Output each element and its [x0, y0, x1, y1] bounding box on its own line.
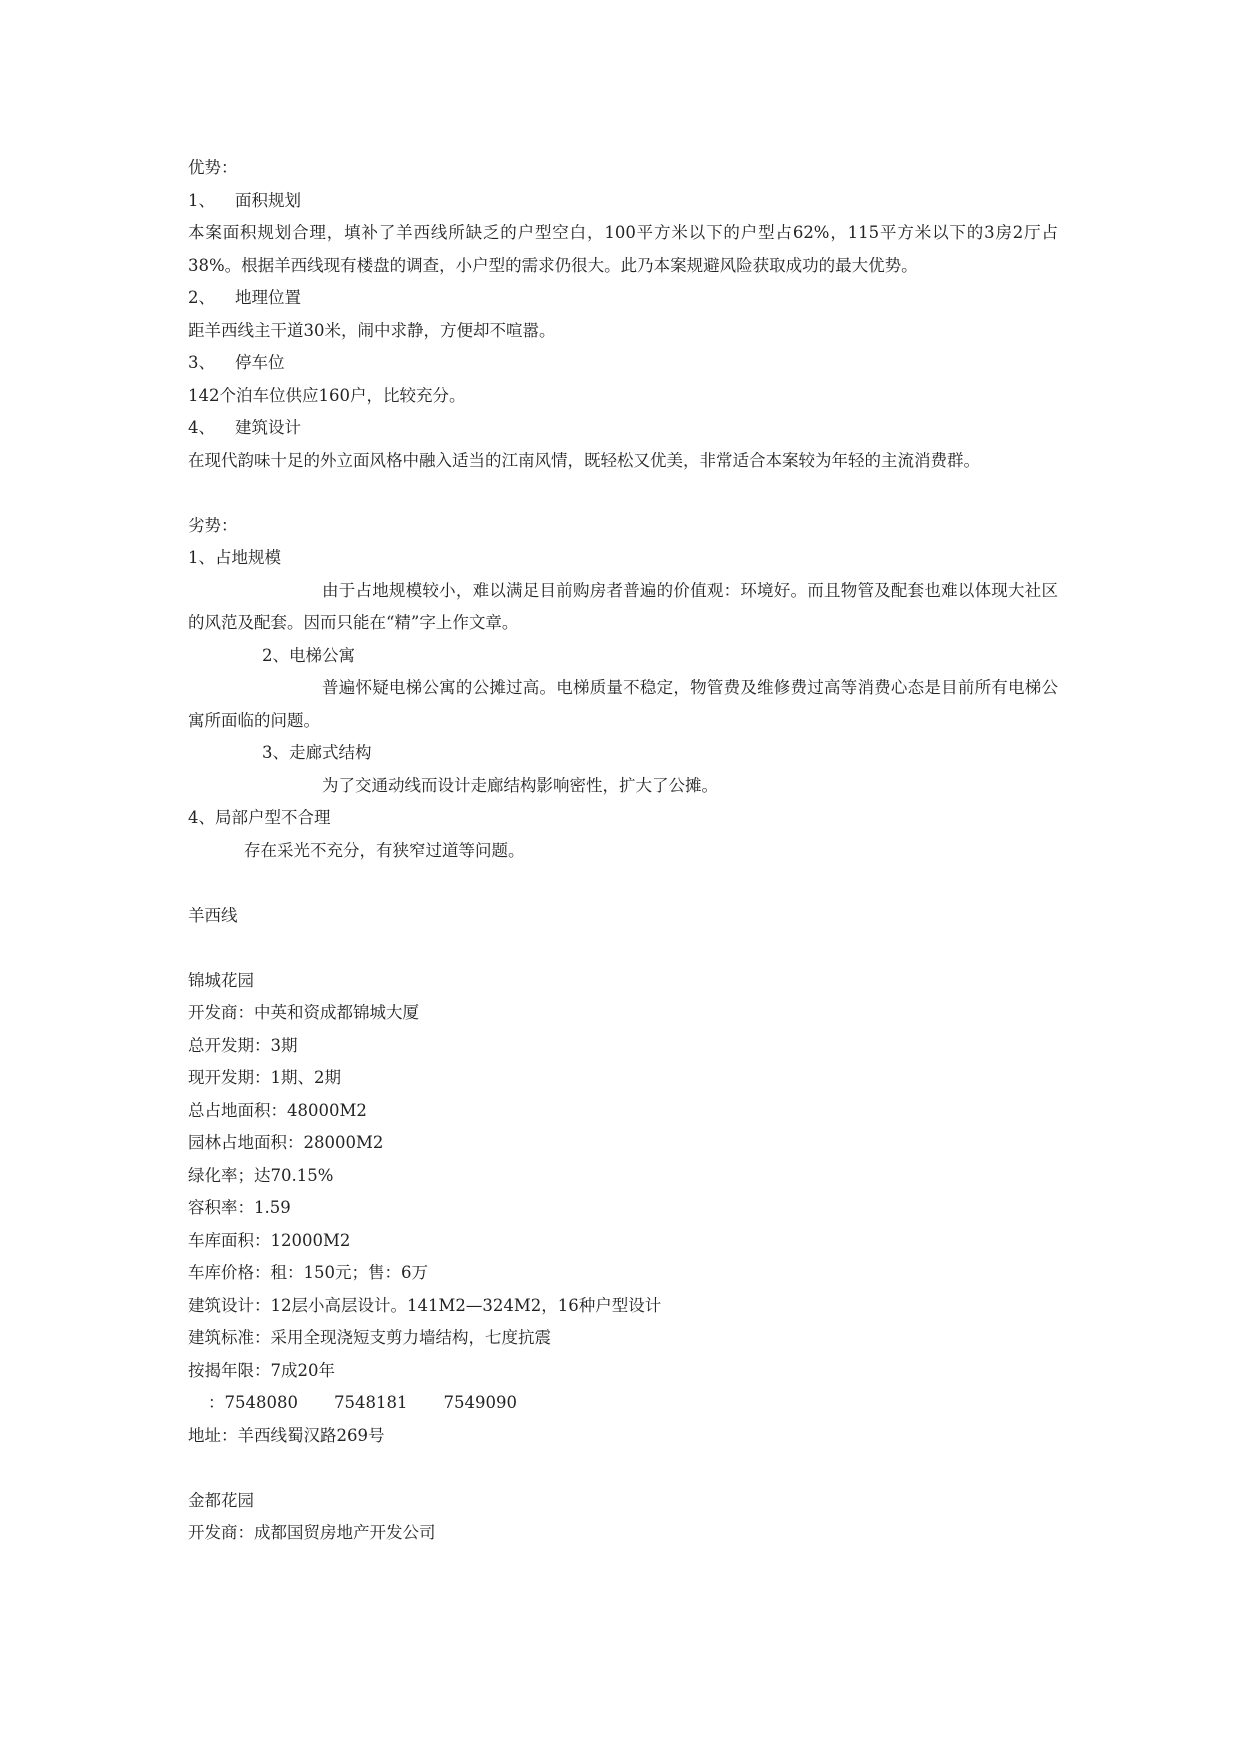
document-body — [188, 152, 1058, 1550]
item-title: 停车位 — [235, 353, 285, 372]
advantage-2-body: 距羊西线主干道30米，闹中求静，方便却不喧嚣。 — [188, 320, 556, 340]
project-1-field: 园林占地面积：28000M2 — [188, 1133, 384, 1152]
indented-text: 由于占地规模较小，难以满足目前购房者普遍的价值观：环境好。而且物管及配套也难以体现大社区的风范及配套。因而只能在“精”字上作文章。 — [188, 580, 1058, 632]
indented-text: 普遍怀疑电梯公寓的公摊过高。电梯质量不稳定，物管费及维修费过高等消费心态是目前所有电梯公寓所面临的问题。 — [188, 678, 1058, 730]
project-1-field: 开发商：中英和资成都锦城大厦 — [188, 1003, 419, 1022]
advantage-4-body: 在现代韵味十足的外立面风格中融入适当的江南风情，既轻松又优美，非常适合本案较为年轻的主流消费群。 — [188, 450, 980, 470]
disadvantage-3-title: 3、走廊式结构 — [262, 743, 372, 762]
project-1-field: 现开发期：1期、2期 — [188, 1068, 341, 1087]
project-1-address: 地址：羊西线蜀汉路269号 — [188, 1425, 385, 1445]
project-1-field: 车库价格：租：150元；售：6万 — [188, 1263, 428, 1282]
project-1-field: 按揭年限：7成20年 — [188, 1360, 335, 1380]
disadvantages-heading: 劣势： — [188, 515, 238, 535]
disadvantage-4-body: 存在采光不充分，有狭窄过道等问题。 — [244, 840, 525, 860]
phone-number: 7549090 — [443, 1393, 517, 1412]
project-1-phones — [188, 1387, 1058, 1420]
advantage-3-title — [188, 347, 1058, 380]
disadvantage-4-title: 4、局部户型不合理 — [188, 808, 331, 827]
item-number: 4、 — [188, 418, 215, 437]
project-1-field: 绿化率；达70.15% — [188, 1165, 334, 1185]
disadvantage-2-body — [188, 672, 1058, 737]
phone-prefix: ： — [208, 1393, 225, 1412]
item-number: 3、 — [188, 353, 215, 372]
advantage-1-body: 本案面积规划合理，填补了羊西线所缺乏的户型空白，100平方米以下的户型占62%，115平方米以下的3房2厅占38%。根据羊西线现有楼盘的调查，小户型的需求仍很大。此乃本案规避风险获取成功的最大优势。 — [188, 223, 1058, 275]
project-1-field: 建筑设计：12层小高层设计。141M2—324M2，16种户型设计 — [188, 1295, 662, 1315]
project-1-field: 总占地面积：48000M2 — [188, 1100, 367, 1120]
disadvantage-2-title: 2、电梯公寓 — [262, 645, 355, 665]
project-1-field: 建筑标准：采用全现浇短支剪力墙结构，七度抗震 — [188, 1328, 551, 1347]
project-1-field: 容积率：1.59 — [188, 1198, 291, 1217]
disadvantage-3-body — [188, 770, 1058, 803]
phone-number: 7548181 — [334, 1393, 408, 1412]
spacer — [188, 477, 1058, 510]
disadvantage-1-body — [188, 575, 1058, 640]
project-1-field: 车库面积：12000M2 — [188, 1230, 351, 1250]
indented-text: 为了交通动线而设计走廊结构影响密性，扩大了公摊。 — [322, 775, 718, 795]
spacer — [188, 932, 1058, 965]
advantages-heading: 优势： — [188, 158, 238, 177]
advantage-2-title — [188, 282, 1058, 315]
advantage-1-title — [188, 185, 1058, 218]
region-heading: 羊西线 — [188, 905, 238, 925]
item-title: 地理位置 — [235, 288, 301, 307]
item-number: 1、 — [188, 190, 215, 210]
advantage-4-title — [188, 412, 1058, 445]
phone-number: 7548080 — [224, 1393, 298, 1412]
disadvantage-1-title: 1、占地规模 — [188, 548, 281, 567]
spacer — [188, 867, 1058, 900]
spacer — [188, 1452, 1058, 1485]
project-2-name: 金都花园 — [188, 1490, 254, 1510]
item-title: 建筑设计 — [235, 418, 301, 437]
project-1-field: 总开发期：3期 — [188, 1035, 298, 1055]
item-title: 面积规划 — [235, 190, 301, 210]
advantage-3-body: 142个泊车位供应160户，比较充分。 — [188, 385, 466, 405]
item-number: 2、 — [188, 288, 215, 307]
project-2-developer: 开发商：成都国贸房地产开发公司 — [188, 1523, 436, 1542]
project-1-name: 锦城花园 — [188, 970, 254, 990]
